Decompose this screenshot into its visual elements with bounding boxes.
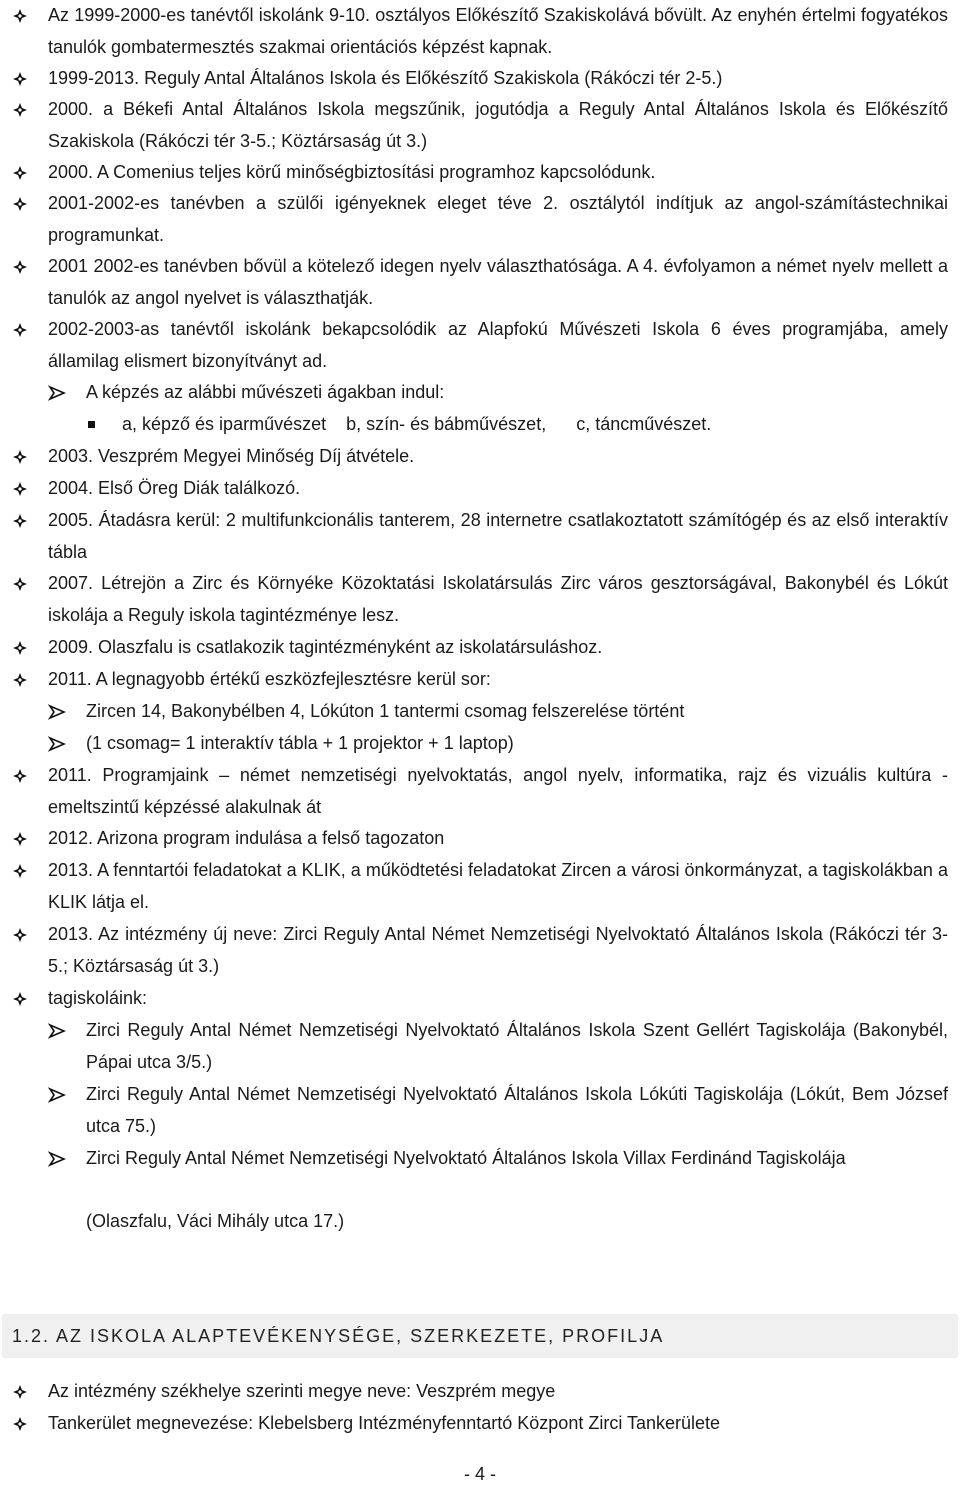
list-item-text: 2002-2003-as tanévtől iskolánk bekapcsolódik az Alapfokú Művészeti Iskola 6 éves programjába, amely államilag elismert bizonyítványt ad.	[48, 319, 948, 371]
list-item	[12, 855, 948, 918]
diamond-bullet-icon	[12, 855, 36, 886]
diamond-bullet-icon	[12, 632, 36, 663]
list-item-text: tagiskoláink:	[48, 988, 148, 1008]
sub-list-item-text: Zirci Reguly Antal Német Nemzetiségi Nyelvoktató Általános Iskola Lókúti Tagiskolája (Lókút, Bem József utca 75.)	[86, 1084, 948, 1136]
sub-list-item	[48, 1143, 948, 1175]
diamond-bullet-icon	[12, 473, 36, 504]
list-item-text: 1999-2013. Reguly Antal Általános Iskola és Előkészítő Szakiskola (Rákóczi tér 2-5.)	[48, 68, 723, 88]
list-item	[12, 568, 948, 631]
sub-list-item-text: A képzés az alábbi művészeti ágakban indul:	[86, 382, 445, 402]
list-item-text: 2013. A fenntartói feladatokat a KLIK, a működtetési feladatokat Zircen a városi önkormányzat, a tagiskolákban a KLIK látja el.	[48, 860, 948, 912]
list-item-text: 2013. Az intézmény új neve: Zirci Reguly Antal Német Nemzetiségi Nyelvoktató Általános Iskola (Rákóczi tér 3-5.; Köztársaság út 3.)	[48, 924, 948, 976]
arrow-bullet-icon	[48, 696, 72, 727]
sub-list-item	[48, 1079, 948, 1142]
address-line: (Olaszfalu, Váci Mihály utca 17.)	[86, 1211, 345, 1231]
list-item-text: 2007. Létrejön a Zirc és Környéke Közoktatási Iskolatársulás Zirc város gesztorságával, Bakonybél és Lókút iskolája a Reguly iskola tagintézménye lesz.	[48, 573, 948, 625]
diamond-bullet-icon	[12, 505, 36, 536]
list-item-text: 2001 2002-es tanévben bővül a kötelező idegen nyelv választhatósága. A 4. évfolyamon a német nyelv mellett a tanulók az angol nyelvet is választhatják.	[48, 256, 948, 308]
sub-sub-list-item	[86, 409, 948, 441]
diamond-bullet-icon	[12, 188, 36, 219]
list-item-text: 2012. Arizona program indulása a felső tagozaton	[48, 828, 445, 848]
list-item	[12, 983, 948, 1015]
list-item	[12, 188, 948, 251]
list-item	[12, 760, 948, 823]
list-item-text: 2009. Olaszfalu is csatlakozik tagintézményként az iskolatársuláshoz.	[48, 637, 603, 657]
diamond-bullet-icon	[12, 441, 36, 472]
section-heading: 1.2. AZ ISKOLA ALAPTEVÉKENYSÉGE, SZERKEZETE, PROFILJA	[12, 1326, 665, 1346]
arrow-bullet-icon	[48, 1015, 72, 1046]
list-item	[12, 823, 948, 855]
diamond-bullet-icon	[12, 664, 36, 695]
list-item-text: 2005. Átadásra kerül: 2 multifunkcionális tanterem, 28 internetre csatlakoztatott számítógép és az első interaktív tábla	[48, 510, 948, 562]
page-number: - 4 -	[463, 1464, 496, 1484]
list-item	[12, 441, 948, 473]
diamond-bullet-icon	[12, 63, 36, 94]
sub-sub-list-item-text: a, képző és iparművészet b, szín- és bábművészet, c, táncművészet.	[122, 414, 712, 434]
sub-list-item-text: (1 csomag= 1 interaktív tábla + 1 projektor + 1 laptop)	[86, 733, 514, 753]
arrow-bullet-icon	[48, 1143, 72, 1174]
list-item	[12, 632, 948, 664]
diamond-bullet-icon	[12, 1376, 36, 1407]
diamond-bullet-icon	[12, 823, 36, 854]
arrow-bullet-icon	[48, 728, 72, 759]
sub-list-item	[48, 1015, 948, 1078]
list-item	[12, 94, 948, 157]
diamond-bullet-icon	[12, 251, 36, 282]
diamond-bullet-icon	[12, 760, 36, 791]
list-item	[12, 1376, 948, 1408]
diamond-bullet-icon	[12, 568, 36, 599]
sub-list-item	[48, 377, 948, 409]
list-item-text: Az 1999-2000-es tanévtől iskolánk 9-10. osztályos Előkészítő Szakiskolává bővült. Az enyhén értelmi fogyatékos tanulók gombatermesztés szakmai orientációs képzést kapnak.	[48, 5, 948, 57]
list-item	[12, 0, 948, 63]
arrow-bullet-icon	[48, 1079, 72, 1110]
diamond-bullet-icon	[12, 919, 36, 950]
list-item-text: 2003. Veszprém Megyei Minőség Díj átvétele.	[48, 446, 415, 466]
diamond-bullet-icon	[12, 157, 36, 188]
list-item-text: 2011. A legnagyobb értékű eszközfejlesztésre kerül sor:	[48, 669, 491, 689]
list-item-text: Tankerület megnevezése: Klebelsberg Intézményfenntartó Központ Zirci Tankerülete	[48, 1413, 721, 1433]
sub-list-item-text: Zirci Reguly Antal Német Nemzetiségi Nyelvoktató Általános Iskola Szent Gellért Tagiskolája (Bakonybél, Pápai utca 3/5.)	[86, 1020, 948, 1072]
list-item-text: 2004. Első Öreg Diák találkozó.	[48, 478, 301, 498]
sub-list-item-text: Zircen 14, Bakonybélben 4, Lókúton 1 tantermi csomag felszerelése történt	[86, 701, 685, 721]
diamond-bullet-icon	[12, 94, 36, 125]
list-item-text: 2000. A Comenius teljes körű minőségbiztosítási programhoz kapcsolódunk.	[48, 162, 656, 182]
list-item-text: 2001-2002-es tanévben a szülői igényeknek eleget téve 2. osztálytól indítjuk az angol-számítástechnikai programunkat.	[48, 193, 948, 245]
square-bullet-icon	[86, 409, 102, 440]
list-item	[12, 505, 948, 568]
list-item	[12, 1408, 948, 1440]
list-item	[12, 251, 948, 314]
sub-list-item	[48, 696, 948, 728]
list-item-text: 2011. Programjaink – német nemzetiségi nyelvoktatás, angol nyelv, informatika, rajz és vizuális kultúra - emeltszintű képzéssé alakulnak át	[48, 765, 948, 817]
list-item-text: 2000. a Békefi Antal Általános Iskola megszűnik, jogutódja a Reguly Antal Általános Iskola és Előkészítő Szakiskola (Rákóczi tér 3-5.; Köztársaság út 3.)	[48, 99, 948, 151]
diamond-bullet-icon	[12, 1408, 36, 1439]
sub-list-item	[48, 728, 948, 760]
list-item	[12, 919, 948, 982]
list-item	[12, 473, 948, 505]
list-item	[12, 664, 948, 696]
diamond-bullet-icon	[12, 0, 36, 31]
list-item	[12, 157, 948, 189]
list-item-text: Az intézmény székhelye szerinti megye neve: Veszprém megye	[48, 1381, 556, 1401]
sub-list-item-text: Zirci Reguly Antal Német Nemzetiségi Nyelvoktató Általános Iskola Villax Ferdinánd Tagiskolája	[86, 1148, 846, 1168]
diamond-bullet-icon	[12, 314, 36, 345]
arrow-bullet-icon	[48, 377, 72, 408]
list-item	[12, 63, 948, 95]
list-item	[12, 314, 948, 377]
diamond-bullet-icon	[12, 983, 36, 1014]
